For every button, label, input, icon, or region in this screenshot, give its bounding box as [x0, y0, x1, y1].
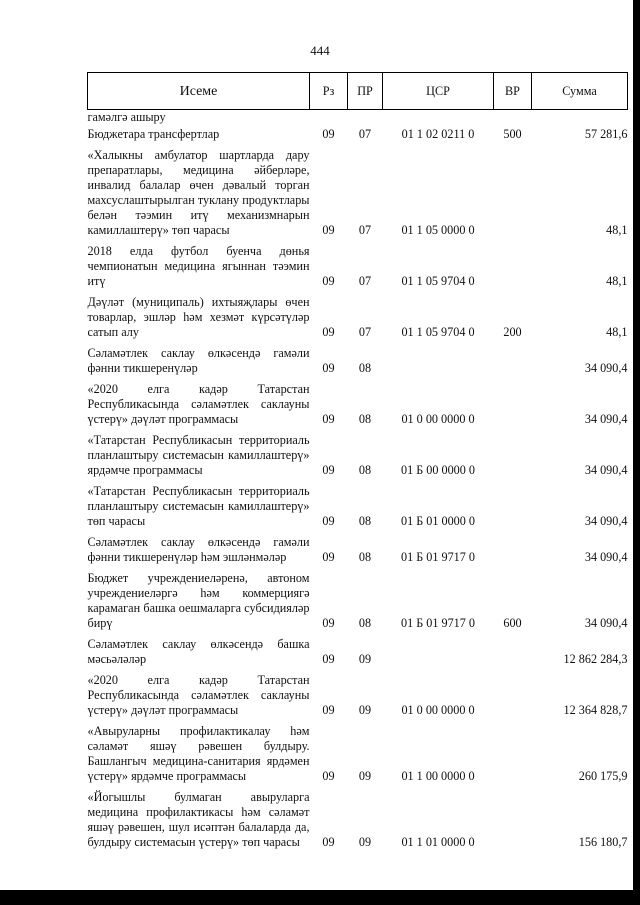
cell-rz: 09	[322, 616, 335, 630]
cell-sum: 34 090,4	[584, 412, 628, 426]
cell-csr: 01 1 01 0000 0	[401, 835, 475, 849]
cell-sum: 34 090,4	[584, 361, 628, 375]
cell-pr: 08	[358, 361, 372, 375]
cell-vr	[494, 635, 532, 671]
cell-name: Сәламәтлек саклау өлкәсендә башка мәсьәләләр	[87, 637, 310, 666]
cell-vr	[494, 533, 532, 569]
cell-rz: 09	[322, 463, 335, 477]
table-row	[88, 242, 628, 293]
cell-name: Сәламәтлек саклау өлкәсендә гамәли фәнни тикшеренүләр	[87, 346, 310, 375]
cell-csr: 01 Б 01 9717 0	[400, 550, 476, 564]
table-row	[88, 431, 628, 482]
cell-sum: 34 090,4	[584, 463, 628, 477]
cell-pr: 08	[358, 514, 372, 528]
cell-name: «Йогышлы булмаган авыруларга медицина профилактикасы һәм сәламәт яшәү рәвешен, шул исәптән балаларда да, булдыру системасын үстерү» төп чарасы	[87, 790, 310, 849]
cell-pr: 08	[358, 412, 372, 426]
cell-csr: 01 1 05 0000 0	[401, 223, 475, 237]
header-vr: ВР	[494, 73, 532, 110]
cell-csr	[383, 110, 494, 126]
cell-sum	[532, 110, 628, 126]
cell-pr: 08	[358, 463, 372, 477]
cell-rz: 09	[322, 223, 335, 237]
cell-rz: 09	[322, 703, 335, 717]
table-row	[88, 380, 628, 431]
table-row	[88, 125, 628, 146]
table-row	[88, 671, 628, 722]
cell-pr: 07	[358, 127, 372, 141]
cell-sum: 34 090,4	[584, 550, 628, 564]
cell-sum: 57 281,6	[584, 127, 628, 141]
cell-csr: 01 1 02 0211 0	[401, 127, 475, 141]
cell-rz	[310, 110, 348, 126]
budget-table	[87, 72, 628, 854]
cell-vr	[494, 482, 532, 533]
table-row	[88, 482, 628, 533]
cell-pr	[348, 110, 383, 126]
scan-border-bottom	[0, 890, 640, 905]
cell-csr: 01 1 05 9704 0	[401, 325, 475, 339]
table-row	[88, 722, 628, 788]
cell-name: Бюджет учреждениеләренә, автоном учреждениеләргә һәм коммерциягә карамаган башка оешмаларга субсидияләр бирү	[87, 571, 310, 630]
cell-csr: 01 0 00 0000 0	[401, 703, 475, 717]
cell-csr: 01 Б 01 0000 0	[400, 514, 476, 528]
cell-csr: 01 0 00 0000 0	[401, 412, 475, 426]
cell-csr: 01 Б 01 9717 0	[400, 616, 476, 630]
table-row	[88, 635, 628, 671]
cell-name: «Татарстан Республикасын территориаль планлаштыру системасын камиллаштерү» төп чарасы	[87, 484, 310, 528]
cell-sum: 12 862 284,3	[563, 652, 628, 666]
cell-sum: 260 175,9	[578, 769, 628, 783]
cell-sum: 34 090,4	[584, 616, 628, 630]
cell-sum: 156 180,7	[578, 835, 628, 849]
cell-pr: 07	[358, 223, 372, 237]
cell-rz: 09	[322, 412, 335, 426]
cell-vr: 200	[503, 325, 522, 339]
cell-rz: 09	[322, 514, 335, 528]
cell-name: «Халыкны амбулатор шартларда дару препаратлары, медицина әйберләре, инвалид балалар өчен дәвалый торган махсуслаштырылган туклану продуктлары белән тәэмин итү механизмнарын камиллаштерү» төп чарасы	[87, 148, 310, 237]
cell-vr	[494, 788, 532, 854]
table-row	[88, 569, 628, 635]
scan-border-right	[633, 0, 640, 905]
cell-csr: 01 1 00 0000 0	[401, 769, 475, 783]
cell-vr: 500	[503, 127, 522, 141]
header-sum: Сумма	[532, 73, 628, 110]
cell-pr: 07	[358, 274, 372, 288]
cell-pr: 07	[358, 325, 372, 339]
cell-vr	[494, 722, 532, 788]
cell-rz: 09	[322, 325, 335, 339]
cell-csr: 01 Б 00 0000 0	[400, 463, 476, 477]
cell-vr	[494, 380, 532, 431]
header-name: Исеме	[88, 73, 310, 110]
cell-pr: 09	[358, 835, 372, 849]
cell-csr: 01 1 05 9704 0	[401, 274, 475, 288]
cell-rz: 09	[322, 361, 335, 375]
cell-name: Бюджетара трансфертлар	[87, 127, 220, 141]
cell-vr	[494, 110, 532, 126]
cell-name: «2020 елга кадәр Татарстан Республикасында сәламәтлек саклауны үстерү» дәүләт программасы	[87, 673, 310, 717]
table-row	[88, 344, 628, 380]
cell-sum: 48,1	[606, 274, 628, 288]
cell-sum: 12 364 828,7	[563, 703, 628, 717]
cell-sum: 34 090,4	[584, 514, 628, 528]
cell-name: Дәүләт (муниципаль) ихтыяҗлары өчен товарлар, эшләр һәм хезмәт күрсәтүләр сатып алу	[87, 295, 310, 339]
cell-pr: 08	[358, 616, 372, 630]
cell-name: «Татарстан Республикасын территориаль планлаштыру системасын камиллаштерү» ярдәмче программасы	[87, 433, 310, 477]
cell-rz: 09	[322, 127, 335, 141]
header-csr: ЦСР	[383, 73, 494, 110]
table-row	[88, 788, 628, 854]
cell-rz: 09	[322, 769, 335, 783]
cell-vr	[494, 146, 532, 242]
cell-pr: 09	[358, 703, 372, 717]
cell-csr	[383, 344, 494, 380]
cell-pr: 09	[358, 652, 372, 666]
header-pr: ПР	[348, 73, 383, 110]
cell-csr	[383, 635, 494, 671]
table-row	[88, 533, 628, 569]
cell-sum: 48,1	[606, 223, 628, 237]
cell-rz: 09	[322, 652, 335, 666]
cell-vr	[494, 242, 532, 293]
cell-rz: 09	[322, 274, 335, 288]
cell-sum: 48,1	[606, 325, 628, 339]
table-row	[88, 293, 628, 344]
cell-pr: 09	[358, 769, 372, 783]
cell-name: 2018 елда футбол буенча дөнья чемпионатын медицина ягыннан тәэмин итү	[87, 244, 310, 288]
cell-rz: 09	[322, 550, 335, 564]
cell-name: «2020 елга кадәр Татарстан Республикасында сәламәтлек саклауны үстерү» дәүләт программасы	[87, 382, 310, 426]
cell-vr	[494, 344, 532, 380]
table-row	[88, 110, 628, 126]
cell-rz: 09	[322, 835, 335, 849]
cell-vr	[494, 671, 532, 722]
cell-name: «Авыруларны профилактикалау һәм сәламәт яшәү рәвешен булдыру. Башлангыч медицина-санитария ярдәмен үстерү» ярдәмче программасы	[87, 724, 310, 783]
cell-pr: 08	[358, 550, 372, 564]
cell-name: Сәламәтлек саклау өлкәсендә гамәли фәнни тикшеренүләр һәм эшләнмәләр	[87, 535, 310, 564]
table-row	[88, 146, 628, 242]
table-header-row	[88, 73, 628, 110]
cell-vr	[494, 431, 532, 482]
page-number: 444	[310, 43, 330, 58]
cell-vr: 600	[503, 616, 522, 630]
header-rz: Рз	[310, 73, 348, 110]
cell-name: гамәлгә ашыру	[87, 110, 166, 124]
